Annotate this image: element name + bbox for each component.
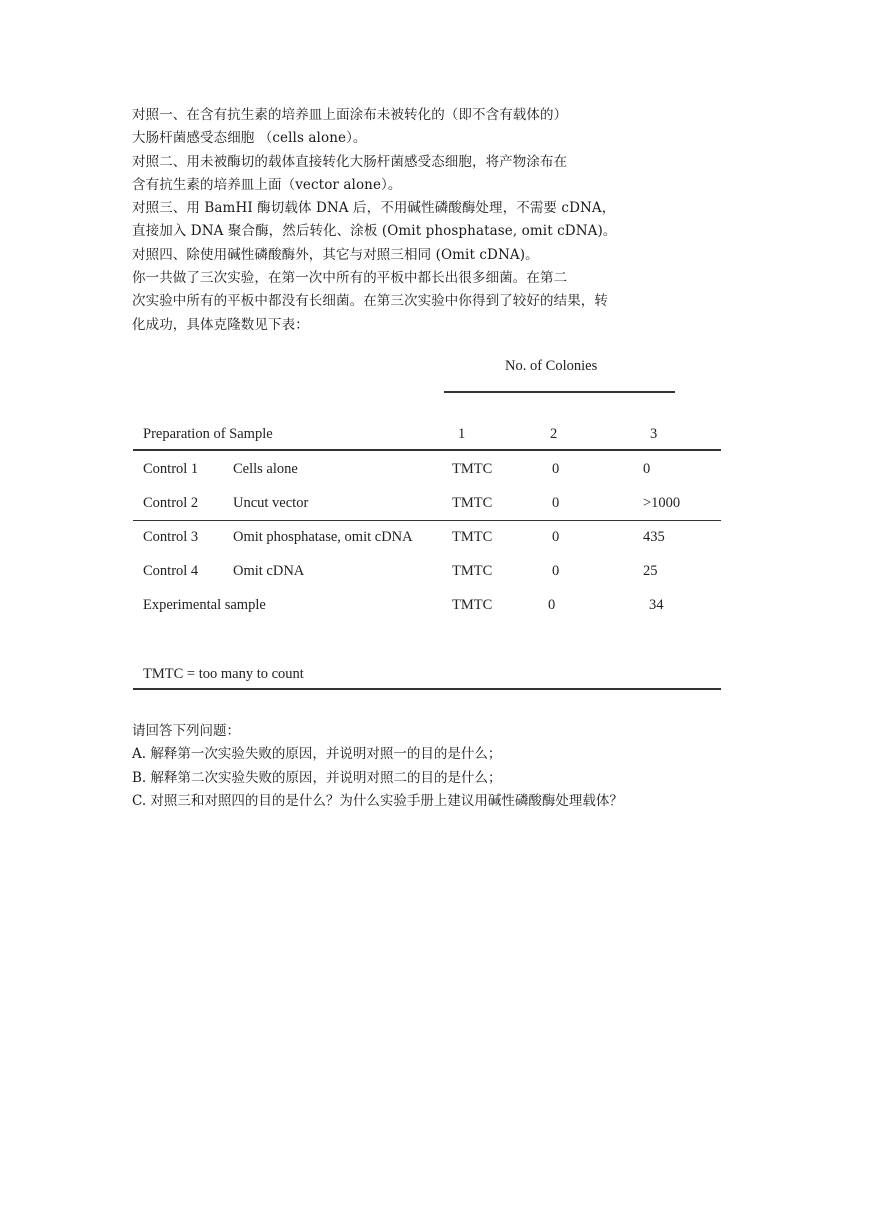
- question-a: A. 解释第一次实验失败的原因，并说明对照一的目的是什么；: [132, 746, 502, 763]
- group-header-rule: [444, 391, 675, 393]
- text-line: 你一共做了三次实验，在第一次中所有的平板中都长出很多细菌。在第二: [132, 270, 568, 287]
- column-header-sample: Preparation of Sample: [143, 426, 273, 442]
- cell-exp1: TMTC: [452, 495, 493, 511]
- cell-exp2: 0: [552, 495, 560, 511]
- group-header: No. of Colonies: [505, 358, 598, 374]
- cell-exp2: 0: [552, 563, 560, 579]
- cell-exp2: 0: [552, 461, 560, 477]
- cell-exp1: TMTC: [452, 529, 493, 545]
- cell-exp3: 0: [643, 461, 651, 477]
- row-label: Control 4: [143, 563, 199, 579]
- row-desc: Omit phosphatase, omit cDNA: [233, 529, 413, 545]
- cell-exp1: TMTC: [452, 597, 493, 613]
- text-line: 对照一、在含有抗生素的培养皿上面涂布未被转化的（即不含有载体的）: [132, 107, 568, 123]
- questions-block: [132, 720, 752, 813]
- row-desc: Uncut vector: [233, 495, 309, 511]
- row-desc: Cells alone: [233, 461, 298, 477]
- cell-exp1: TMTC: [452, 461, 493, 477]
- mid-rule: [133, 520, 721, 521]
- cell-exp1: TMTC: [452, 563, 493, 579]
- cell-exp3: 25: [643, 563, 658, 579]
- text-line: 化成功，具体克隆数见下表：: [132, 316, 309, 333]
- header-rule: [133, 449, 721, 451]
- text-line: 含有抗生素的培养皿上面（vector alone）。: [132, 176, 402, 193]
- colony-table: [133, 350, 721, 695]
- column-header-3: 3: [650, 426, 658, 442]
- row-label: Experimental sample: [143, 597, 266, 613]
- row-label: Control 1: [143, 461, 199, 477]
- text-line: 大肠杆菌感受态细胞 （cells alone）。: [132, 130, 367, 147]
- question-heading: 请回答下列问题：: [132, 723, 240, 739]
- table-footnote: TMTC = too many to count: [143, 666, 304, 682]
- question-b: B. 解释第二次实验失败的原因，并说明对照二的目的是什么；: [132, 769, 502, 786]
- cell-exp2: 0: [548, 597, 556, 613]
- row-desc: Omit cDNA: [233, 563, 305, 579]
- text-line: 次实验中所有的平板中都没有长细菌。在第三次实验中你得到了较好的结果，转: [132, 293, 608, 310]
- cell-exp2: 0: [552, 529, 560, 545]
- cell-exp3: >1000: [643, 495, 681, 511]
- cell-exp3: 435: [643, 529, 665, 545]
- cell-exp3: 34: [649, 597, 664, 613]
- text-line: 对照四、除使用碱性磷酸酶外，其它与对照三相同 (Omit cDNA)。: [132, 246, 539, 263]
- text-line: 对照三、用 BamHI 酶切载体 DNA 后，不用碱性磷酸酶处理，不需要 cDNA，: [132, 200, 616, 217]
- intro-paragraph: [132, 104, 752, 337]
- bottom-rule: [133, 688, 721, 690]
- row-label: Control 3: [143, 529, 199, 545]
- column-header-2: 2: [550, 426, 558, 442]
- text-line: 对照二、用未被酶切的载体直接转化大肠杆菌感受态细胞，将产物涂布在: [132, 153, 568, 170]
- column-header-1: 1: [458, 426, 466, 442]
- question-c: C. 对照三和对照四的目的是什么？为什么实验手册上建议用碱性磷酸酶处理载体？: [132, 792, 623, 809]
- text-line: 直接加入 DNA 聚合酶，然后转化、涂板 (Omit phosphatase, omit cDNA)。: [132, 223, 617, 240]
- row-label: Control 2: [143, 495, 199, 511]
